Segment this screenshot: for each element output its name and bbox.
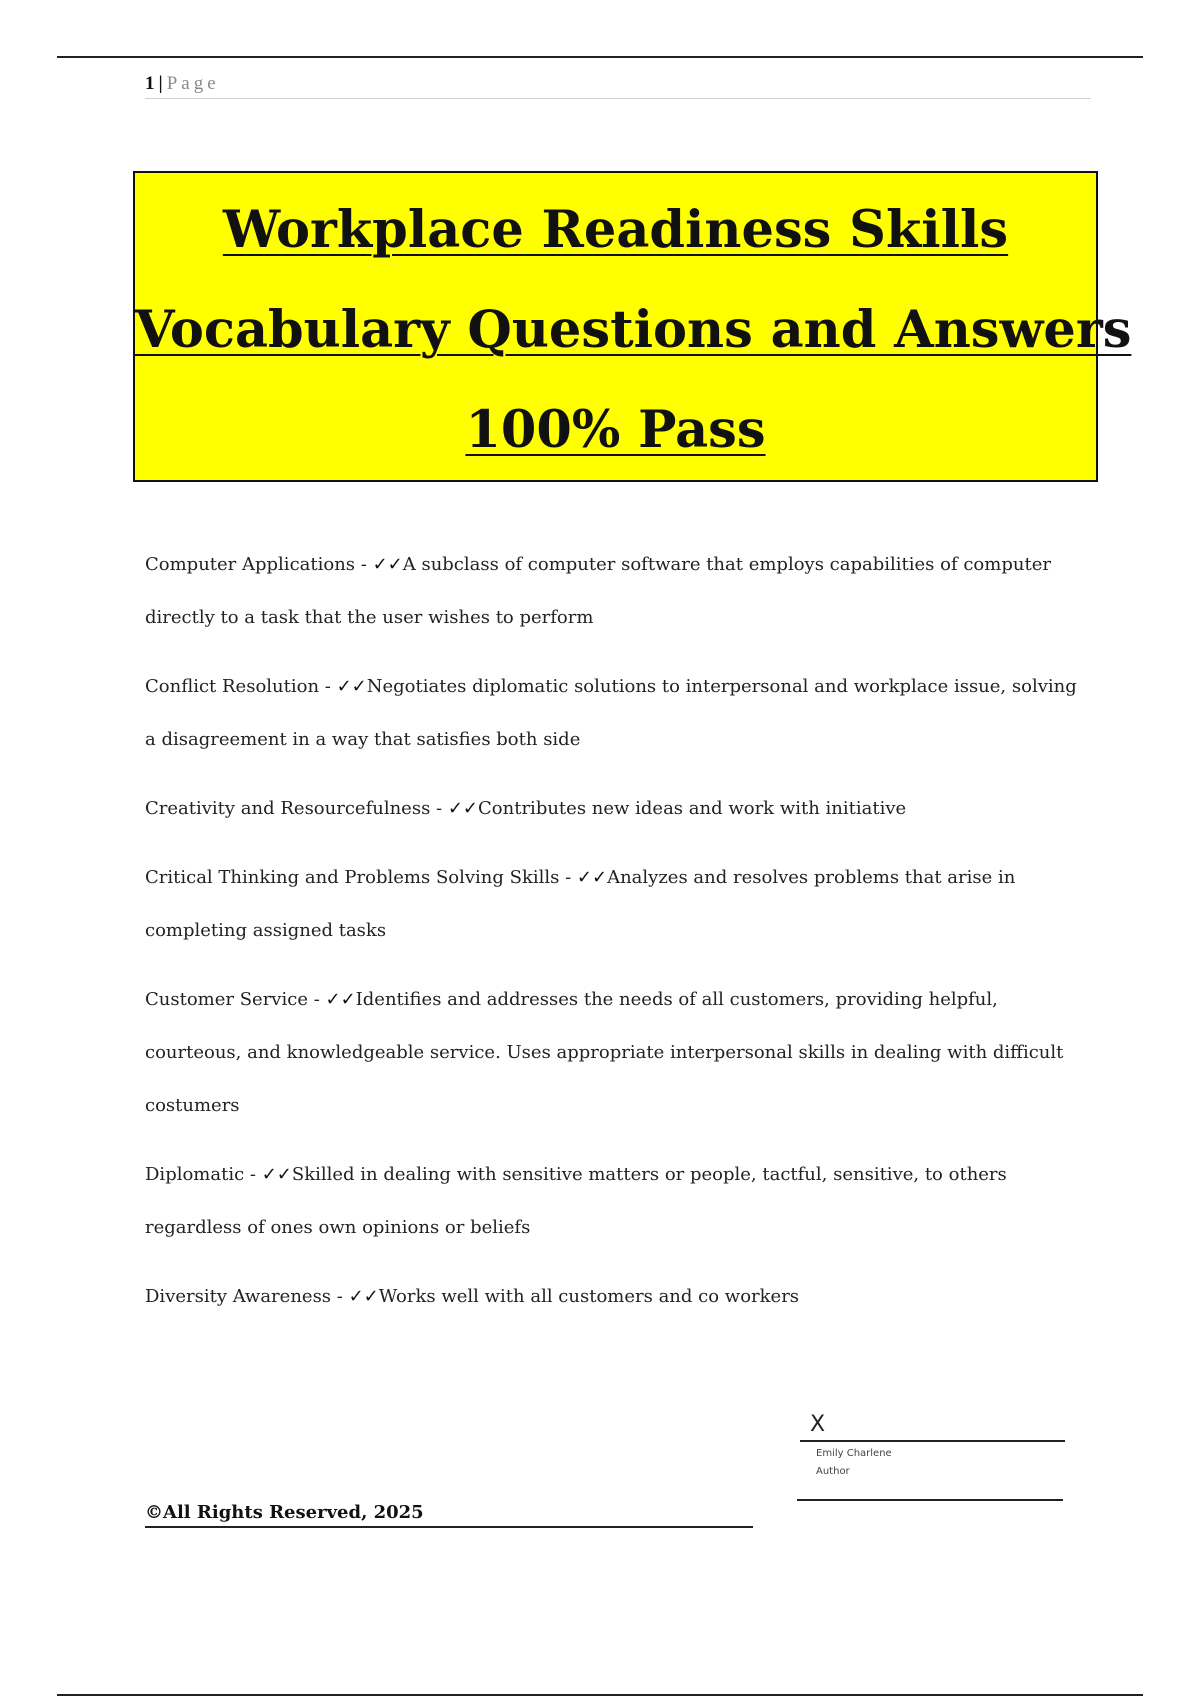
title-line-1: Workplace Readiness Skills [222,200,1009,260]
title-box [133,171,1132,482]
entry-definition: Identifies and addresses the needs of all customers, providing helpful, courteous, and knowledgeable service. Uses appropriate interpersonal skills in dealing with difficult costumers [145,989,1064,1116]
top-rule [57,56,1143,58]
entry-definition: Skilled in dealing with sensitive matters or people, tactful, sensitive, to others regardless of ones own opinions or beliefs [145,1164,1007,1238]
entry-definition: A subclass of computer software that employs capabilities of computer directly to a task that the user wishes to perform [145,554,1051,628]
signature-name: Emily Charlene [816,1448,892,1459]
check-icon: ✓✓ [348,1286,379,1307]
bottom-rule [57,1694,1143,1696]
vocabulary-entry [145,851,1085,957]
signature-block [800,1410,1065,1481]
check-icon: ✓✓ [336,676,367,697]
title-line-3: 100% Pass [465,400,766,460]
entry-definition: Analyzes and resolves problems that arise in completing assigned tasks [145,867,1016,941]
signature-role: Author [816,1466,850,1477]
check-icon: ✓✓ [447,798,479,819]
check-icon: ✓✓ [576,867,608,888]
entry-definition: Contributes new ideas and work with initiative [478,798,907,819]
vocabulary-entry [145,973,1085,1132]
entry-term: Conflict Resolution - [145,676,337,697]
vocabulary-entry [145,660,1085,766]
vocabulary-entry [145,782,1085,835]
signature-rule [797,1499,1063,1501]
signature-mark: X [800,1410,1065,1442]
vocabulary-entry [145,538,1085,644]
entry-term: Critical Thinking and Problems Solving Skills - [145,867,577,888]
check-icon: ✓✓ [372,554,403,575]
page-separator: | [158,73,163,94]
check-icon: ✓✓ [325,989,356,1010]
page-label: Page [166,73,220,94]
copyright-notice: ©All Rights Reserved, 2025 [145,1500,753,1528]
entry-definition: Works well with all customers and co workers [378,1286,800,1307]
entry-term: Diplomatic - [145,1164,262,1185]
entry-term: Diversity Awareness - [145,1286,349,1307]
vocabulary-entry [145,1148,1085,1254]
entry-term: Creativity and Resourcefulness - [145,798,448,819]
entry-term: Computer Applications - [145,554,373,575]
title-line-2: Vocabulary Questions and Answers [135,300,1132,360]
vocabulary-entry [145,1270,1085,1323]
entry-term: Customer Service - [145,989,326,1010]
page-number: 1 [145,73,155,94]
entry-definition: Negotiates diplomatic solutions to interpersonal and workplace issue, solving a disagreement in a way that satisfies both side [145,676,1077,750]
vocabulary-list [145,538,1085,1339]
page-header [145,72,1091,99]
check-icon: ✓✓ [261,1164,292,1185]
